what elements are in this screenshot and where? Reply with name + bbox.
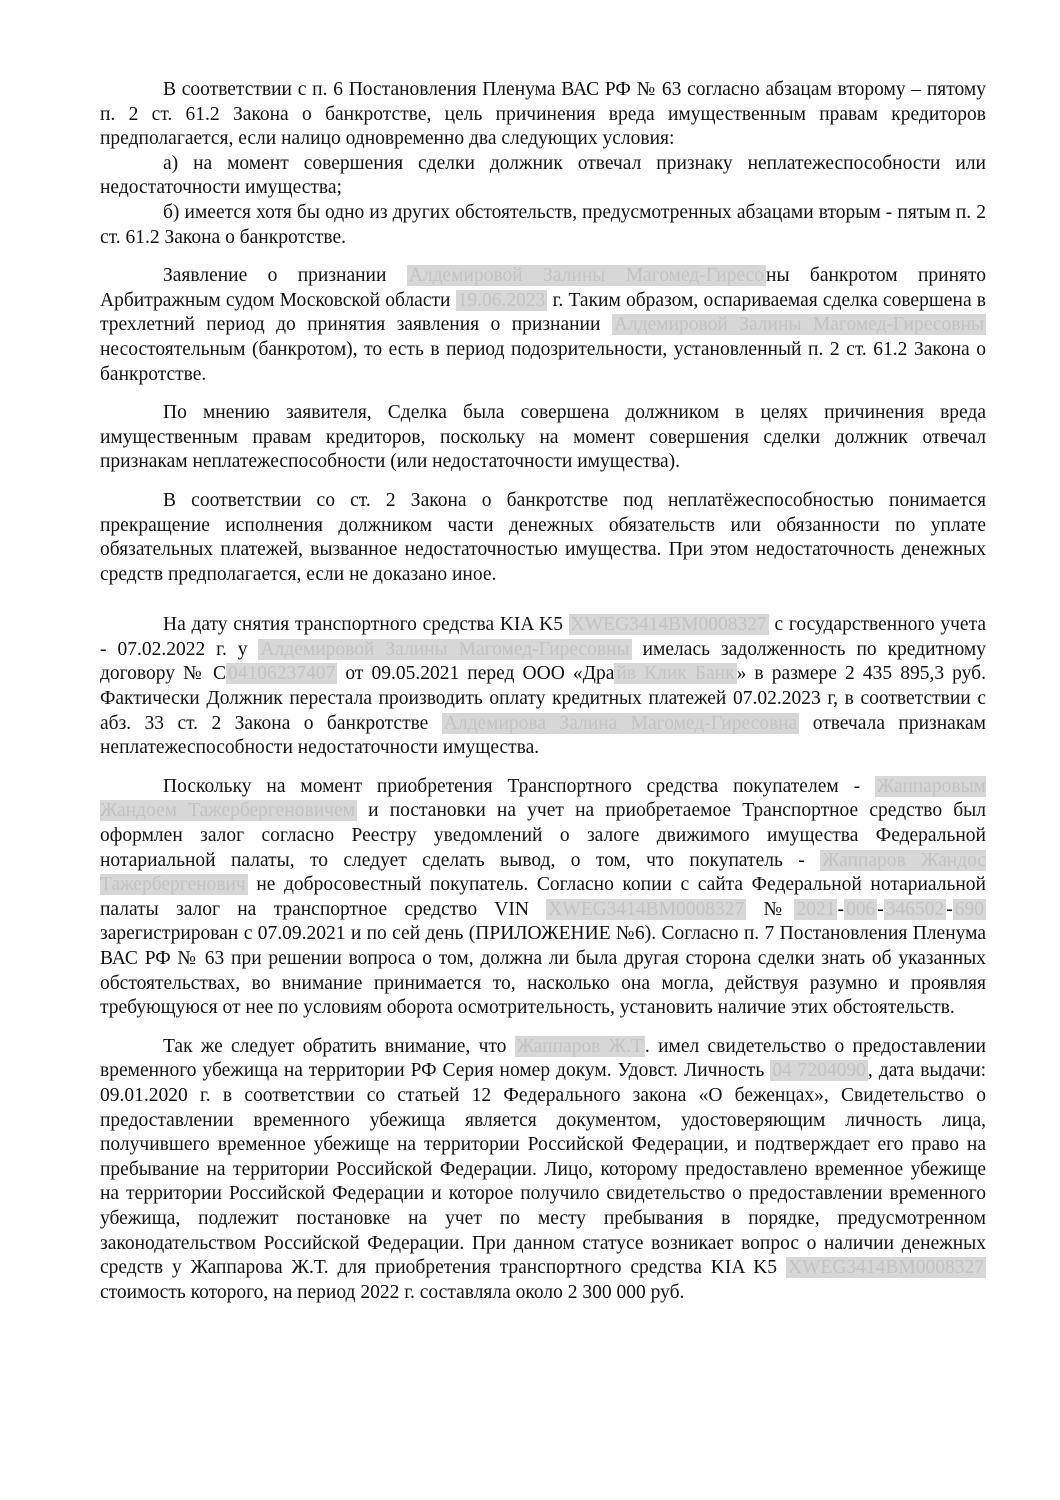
text-segment: Так же следует обратить внимание, что <box>163 1035 515 1057</box>
redacted-name: Жаппаровым Жандоем Тажербергеновичем <box>100 775 986 822</box>
text-segment: и постановки на учет на приобретаемое Транспортное средство был оформлен залог согласно Реестру уведомлений о залоге движимого имущества Федеральной нотариальной палаты, то следует сделать вывод, о том, что покупатель - <box>100 800 986 871</box>
paragraph-4 <box>100 264 986 387</box>
paragraph-8 <box>100 775 986 1021</box>
text-segment: Поскольку на момент приобретения Транспортного средства покупателем - <box>163 775 875 797</box>
paragraph-5: По мнению заявителя, Сделка была совершена должником в целях причинения вреда имущественным правам кредиторов, поскольку на момент совершения сделки должник отвечал признакам неплатежеспособности (или недостаточности имущества). <box>100 402 986 473</box>
redacted-name: Алдемирова Залина Магомед-Гиресовна <box>443 712 798 734</box>
text-segment: » в размере 2 435 895,3 руб. Фактически Должник перестала производить оплату кредитных платежей 07.02.2023 г, в соответствии с абз. 33 ст. 2 Закона о банкротстве <box>100 663 986 734</box>
text-segment: Заявление о признании <box>163 265 407 287</box>
text-segment: стоимость которого, на период 2022 г. составляла около 2 300 000 руб. <box>100 1281 685 1303</box>
redacted-date: 19.06.2023 <box>457 289 546 311</box>
paragraph-3: б) имеется хотя бы одно из других обстоятельств, предусмотренных абзацами вторым - пятым п. 2 ст. 61.2 Закона о банкротстве. <box>100 201 986 248</box>
text-segment: имелась задолженность по кредитному договору № С <box>100 638 986 685</box>
redacted-document-number: 04 7204090 <box>772 1060 866 1082</box>
redacted-vin: XWEG3414BM0008327 <box>570 614 767 636</box>
text-segment: от 09.05.2021 перед ООО «Дра <box>337 663 615 685</box>
text-segment: не добросовестный покупатель. Согласно копии с сайта Федеральной нотариальной палаты залог на транспортное средство VIN <box>100 874 986 920</box>
redacted-name: Алдемировой Залины Магомед-Гиресо <box>408 265 765 287</box>
redacted-name: Алдемировой Залины Магомед-Гиресовны <box>613 314 984 336</box>
text-segment: . имел свидетельство о предоставлении временного убежища на территории РФ Серия номер докум. Удовст. Личность <box>100 1035 986 1082</box>
redacted-name: Жаппаров Ж.Т <box>516 1035 643 1057</box>
text-segment: несостоятельным (банкротом), то есть в период подозрительности, установленный п. 2 ст. 61.2 Закона о банкротстве. <box>100 338 986 385</box>
redacted-pledge-number: 690 <box>954 898 984 920</box>
text-segment: зарегистрирован с 07.09.2021 и по сей день (ПРИЛОЖЕНИЕ №6). Согласно п. 7 Постановления Пленума ВАС РФ № 63 при решении вопроса о том, должна ли была другая сторона сделки знать об указанных обстоятельствах, во внимание принимается то, насколько она могла, действуя разумно и проявляя требующуюся от нее по условиям оборота осмотрительность, установить наличие этих обстоятельств. <box>100 923 986 1019</box>
redacted-name: Жаппаров Жандос Тажербергенович <box>100 849 986 896</box>
paragraph-1: В соответствии с п. 6 Постановления Пленума ВАС РФ № 63 согласно абзацам второму – пятому п. 2 ст. 61.2 Закона о банкротстве, цель причинения вреда имущественным правам кредиторов предполагается, если налицо одновременно два следующих условия: <box>100 79 986 150</box>
redacted-bank-name: йв Клик Банк <box>616 663 735 685</box>
document-page <box>100 78 986 1305</box>
redacted-name: Алдемировой Залины Магомед-Гиресовны <box>260 638 630 660</box>
redacted-vin: XWEG3414BM0008327 <box>548 898 745 920</box>
redacted-pledge-number: 2021 <box>796 898 836 920</box>
text-segment: - <box>837 898 844 920</box>
paragraph-6: В соответствии со ст. 2 Закона о банкротстве под неплатёжеспособностью понимается прекращение исполнения должником части денежных обязательств или обязанности по уплате обязательных платежей, вызванное недостаточностью имущества. При этом недостаточность денежных средств предполагается, если не доказано иное. <box>100 489 986 585</box>
text-segment: На дату снятия транспортного средства KIA K5 <box>163 614 569 636</box>
text-segment: с государственного учета - 07.02.2022 г. у <box>100 614 986 660</box>
redacted-pledge-number: 346502 <box>885 898 945 920</box>
text-segment: отвечала признакам неплатежеспособности недостаточности имущества. <box>100 712 986 759</box>
redacted-contract-number: 04106237407 <box>228 663 336 685</box>
text-segment: - <box>946 898 953 920</box>
text-segment: № <box>746 898 795 920</box>
redacted-vin: XWEG3414BM0008327 <box>787 1257 984 1279</box>
text-segment: , дата выдачи: 09.01.2020 г. в соответствии со статьей 12 Федерального закона «О беженцах», Свидетельство о предоставлении временного убежища является документом, удостоверяющим личность лица, получившего временное убежище на территории Российской Федерации, и подтверждает его право на пребывание на территории Российской Федерации. Лицо, которому предоставлено временное убежище на территории Российской Федерации и которое получило свидетельство о предоставлении временного убежища, подлежит постановке на учет по месту пребывания в порядке, предусмотренном законодательством Российской Федерации. При данном статусе возникает вопрос о наличии денежных средств у Жаппарова Ж.Т. для приобретения транспортного средства KIA K5 <box>100 1060 986 1279</box>
text-segment: - <box>877 898 884 920</box>
redacted-pledge-number: 006 <box>845 898 876 920</box>
text-segment: г. Таким образом, оспариваемая сделка совершена в трехлетний период до принятия заявления о признании <box>100 289 987 336</box>
paragraph-2: а) на момент совершения сделки должник отвечал признаку неплатежеспособности или недостаточности имущества; <box>100 152 986 199</box>
paragraph-9 <box>100 1035 986 1306</box>
text-segment: ны банкротом принято Арбитражным судом Московской области <box>100 265 987 311</box>
paragraph-7 <box>100 613 986 761</box>
